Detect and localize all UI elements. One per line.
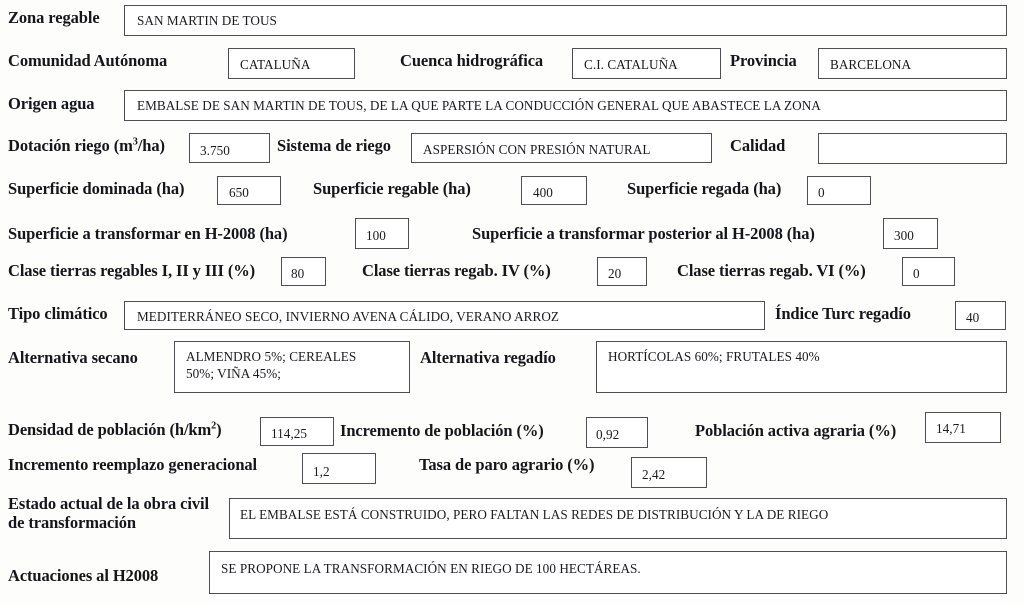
value-alternativa-secano: ALMENDRO 5%; CEREALES 50%; VIÑA 45%; xyxy=(186,349,357,382)
field-actuaciones-h2008[interactable] xyxy=(209,551,1007,594)
field-cuenca-hidrografica[interactable] xyxy=(572,48,721,79)
field-calidad[interactable] xyxy=(818,133,1007,164)
field-comunidad-autonoma[interactable] xyxy=(228,48,355,79)
label-origen-agua: Origen agua xyxy=(8,94,95,113)
value-superficie-dominada: 650 xyxy=(229,185,249,200)
value-superficie-regada: 0 xyxy=(818,185,825,200)
field-origen-agua[interactable] xyxy=(124,90,1007,121)
label-superficie-regable: Superficie regable (ha) xyxy=(313,179,471,198)
field-alternativa-secano[interactable] xyxy=(174,341,410,393)
value-cuenca-hidrografica: C.I. CATALUÑA xyxy=(584,57,678,72)
field-superficie-regable[interactable] xyxy=(521,176,587,205)
field-tipo-climatico[interactable] xyxy=(124,301,765,330)
label-provincia: Provincia xyxy=(730,51,797,70)
value-actuaciones-h2008: SE PROPONE LA TRANSFORMACIÓN EN RIEGO DE 100 HECTÁREAS. xyxy=(221,561,641,576)
value-estado-actual-obra-civil: EL EMBALSE ESTÁ CONSTRUIDO, PERO FALTAN LAS REDES DE DISTRIBUCIÓN Y LA DE RIEGO xyxy=(240,507,829,522)
label-densidad-poblacion-superscript: 2 xyxy=(211,420,217,432)
label-estado-actual-obra-civil: Estado actual de la obra civil de transformación xyxy=(8,494,209,533)
value-superficie-transformar-posterior: 300 xyxy=(894,228,914,243)
label-densidad-poblacion-pre: Densidad de población (h/km xyxy=(8,420,212,439)
value-densidad-poblacion: 114,25 xyxy=(271,426,308,441)
field-clase-tierras-i-ii-iii[interactable] xyxy=(281,257,326,286)
label-poblacion-activa-agraria: Población activa agraria (%) xyxy=(695,421,897,440)
value-provincia: BARCELONA xyxy=(830,57,912,72)
field-indice-turc-regadio[interactable] xyxy=(955,301,1006,330)
label-cuenca-hidrografica: Cuenca hidrográfica xyxy=(400,51,544,70)
value-superficie-transformar-h2008: 100 xyxy=(366,228,386,243)
field-sistema-riego[interactable] xyxy=(411,133,712,163)
label-alternativa-secano: Alternativa secano xyxy=(8,348,138,367)
value-superficie-regable: 400 xyxy=(533,185,553,200)
label-dotacion-riego-superscript: 3 xyxy=(132,136,138,148)
field-superficie-regada[interactable] xyxy=(807,176,871,205)
label-calidad: Calidad xyxy=(730,136,786,155)
field-superficie-transformar-h2008[interactable] xyxy=(355,218,409,249)
value-poblacion-activa-agraria: 14,71 xyxy=(936,421,966,436)
field-provincia[interactable] xyxy=(818,48,1007,79)
label-superficie-transformar-h2008: Superficie a transformar en H-2008 (ha) xyxy=(8,224,288,243)
field-superficie-transformar-posterior[interactable] xyxy=(883,218,938,249)
field-superficie-dominada[interactable] xyxy=(217,176,281,205)
label-incremento-reemplazo-generacional: Incremento reemplazo generacional xyxy=(8,455,258,474)
label-tipo-climatico: Tipo climático xyxy=(8,304,108,323)
field-incremento-reemplazo-generacional[interactable] xyxy=(302,453,376,484)
label-superficie-regada: Superficie regada (ha) xyxy=(627,179,782,198)
label-densidad-poblacion xyxy=(8,420,222,439)
value-sistema-riego: ASPERSIÓN CON PRESIÓN NATURAL xyxy=(423,142,651,157)
label-zona-regable: Zona regable xyxy=(8,8,100,27)
value-indice-turc-regadio: 40 xyxy=(966,310,980,325)
field-zona-regable[interactable] xyxy=(124,5,1007,36)
label-superficie-dominada: Superficie dominada (ha) xyxy=(8,179,185,198)
value-comunidad-autonoma: CATALUÑA xyxy=(240,57,311,72)
label-tasa-paro-agrario: Tasa de paro agrario (%) xyxy=(419,455,595,474)
label-sistema-riego: Sistema de riego xyxy=(277,136,391,155)
label-superficie-transformar-posterior: Superficie a transformar posterior al H-2008 (ha) xyxy=(472,224,815,243)
value-clase-tierras-i-ii-iii: 80 xyxy=(291,266,305,281)
label-comunidad-autonoma: Comunidad Autónoma xyxy=(8,51,168,70)
value-dotacion-riego: 3.750 xyxy=(200,143,230,158)
value-incremento-reemplazo-generacional: 1,2 xyxy=(313,464,330,479)
field-dotacion-riego[interactable] xyxy=(189,133,270,163)
field-clase-tierras-iv[interactable] xyxy=(597,257,647,286)
field-densidad-poblacion[interactable] xyxy=(260,417,334,446)
value-origen-agua: EMBALSE DE SAN MARTIN DE TOUS, DE LA QUE PARTE LA CONDUCCIÓN GENERAL QUE ABASTECE LA ZONA xyxy=(137,98,821,113)
field-incremento-poblacion[interactable] xyxy=(586,417,648,448)
field-poblacion-activa-agraria[interactable] xyxy=(925,412,1001,443)
field-tasa-paro-agrario[interactable] xyxy=(631,457,707,488)
label-indice-turc-regadio: Índice Turc regadío xyxy=(775,304,911,323)
label-densidad-poblacion-post: ) xyxy=(216,420,222,439)
value-tipo-climatico: MEDITERRÁNEO SECO, INVIERNO AVENA CÁLIDO, VERANO ARROZ xyxy=(137,309,560,324)
value-zona-regable: SAN MARTIN DE TOUS xyxy=(137,13,277,28)
value-clase-tierras-vi: 0 xyxy=(913,266,920,281)
label-dotacion-riego-post: /ha) xyxy=(137,136,165,155)
label-clase-tierras-iv: Clase tierras regab. IV (%) xyxy=(362,261,551,280)
label-dotacion-riego-pre: Dotación riego (m xyxy=(8,136,133,155)
label-incremento-poblacion: Incremento de población (%) xyxy=(340,421,544,440)
value-tasa-paro-agrario: 2,42 xyxy=(642,467,666,482)
field-alternativa-regadio[interactable] xyxy=(596,341,1007,393)
value-clase-tierras-iv: 20 xyxy=(608,266,622,281)
field-estado-actual-obra-civil[interactable] xyxy=(229,498,1007,539)
value-incremento-poblacion: 0,92 xyxy=(596,427,620,442)
label-actuaciones-h2008: Actuaciones al H2008 xyxy=(8,566,159,585)
field-clase-tierras-vi[interactable] xyxy=(902,257,955,286)
label-alternativa-regadio: Alternativa regadío xyxy=(420,348,556,367)
value-alternativa-regadio: HORTÍCOLAS 60%; FRUTALES 40% xyxy=(608,349,820,364)
label-clase-tierras-vi: Clase tierras regab. VI (%) xyxy=(677,261,866,280)
label-dotacion-riego xyxy=(8,136,165,155)
label-clase-tierras-i-ii-iii: Clase tierras regables I, II y III (%) xyxy=(8,261,256,280)
